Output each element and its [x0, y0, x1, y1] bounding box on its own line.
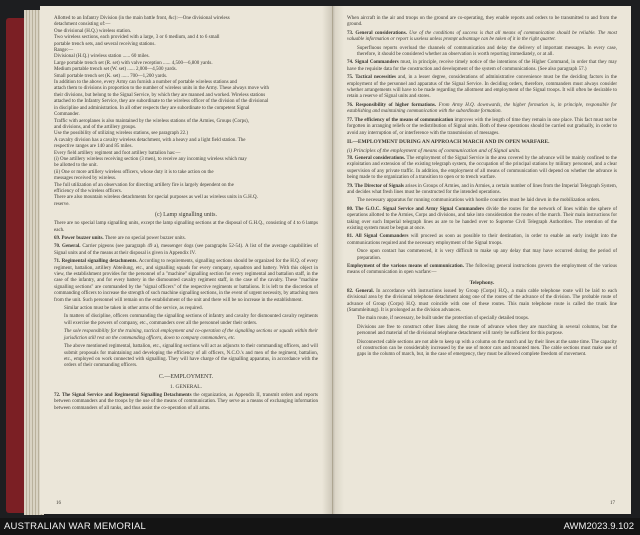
intro-line: Every field artillery regiment and foot artillery battalion has:— [54, 150, 181, 156]
paragraph: When aircraft in the air and troops on the ground are co-operating, they enable reports and orders to be transmitted to and from the ground. [347, 16, 617, 28]
intro-line: portable trench sets, and several receiving stations. [54, 41, 156, 47]
paragraph: The necessary apparatus for running communications with hostile countries must be laid down in the mobilization orders. [357, 198, 601, 204]
paragraph: Superfluous reports overload the channels of communication and delay the delivery of important messages. In every case, therefore, it should be considered whether an observation is worth reporting immediately, or at all. [357, 45, 617, 58]
intro-line: Use the possibility of utilizing wireless stations, see paragraph 22.) [54, 131, 189, 137]
paragraph-employment: Employment of the various means of communication. The following general instructions govern the employment of the various means of communication in open warfare:— [347, 264, 617, 276]
intro-line: A cavalry division has a cavalry wireless detachment, with a heavy and a light field station. The [54, 137, 246, 143]
paragraph: Divisions are free to construct other lines along the route of advance when they are marching in several columns, but the personnel and material of the divisional telephone detachment will rarely be sufficient for this purpose. [357, 324, 617, 337]
intro-line: Small portable trench set (K. set) ...... 700—1,200 yards. [54, 73, 168, 79]
intro-line: messages received by wireless. [54, 176, 117, 182]
paragraph-70: 70. General. Carrier pigeons (see paragraph 49 a), messenger dogs (see paragraphs 52-54). A list of the average capabilities of Signal units and of the means at their disposal is given in Appendix IV. [54, 244, 319, 256]
caption-bar [0, 518, 640, 535]
paragraph-76: 76. Responsibility of higher formations. From Army H.Q. downwards, the higher formation is, in principle, responsible for establishing and maintaining communication with the subordinate formation. [347, 102, 617, 115]
paragraph: Similar action must be taken in other arms of the service, as required. [64, 306, 203, 312]
intro-line: One divisional (H.Q.) wireless station. [54, 28, 132, 34]
paragraph-81: 81. All Signal Commanders will proceed as soon as possible to their destination, in order to enable an early insight into the communications required and the necessary employment of the Signal troops. [347, 234, 617, 246]
intro-line: The full utilization of an observation for directing artillery fire is largely dependent on the [54, 182, 234, 188]
paragraph-82: 82. General. In accordance with instructions issued by Group (Corps) H.Q., a main cable telephone route will be laid to each divisional area by the divisional telephone detachment along one of the routes of the advance of the division. The probable route of advance of Group (Corps) H.Q. must coincide with one of these routes. This main telephone route is called the trunk line (Stammleitung). It is prolonged as the division advances. [347, 288, 617, 314]
paragraph: Disconnected cable sections are not able to keep up with a column on the march and lay their lines at the same time. The capacity of construction can be considerably increased by the use of motor cars and mounted men. The cable sections must make use of gaps in the column of march, but, in the case of emergency, they must be allowed complete freedom of movement. [357, 339, 617, 358]
heading-lamp-signalling: (c) Lamp signalling units. [155, 212, 217, 219]
intro-line: their divisions, but belong to the Signal Service, by which they are manned and worked. Wireless stations [54, 92, 266, 98]
paragraph: The above mentioned regimental, battalion, etc., signalling sections will act as adjuncts to their commanding officers, and will submit proposals for maintaining and developing the efficiency of all officers, N.C.O.'s and men of the regiment, battalion, etc., employed on work connected with signalling. They will have charge of the signalling apparatus, in accordance with the orders of their commanding officers. [64, 344, 318, 369]
page-number-right: 17 [610, 501, 615, 506]
intro-line: Medium portable trench set (W. set) ...... 2,000—4,500 yards. [54, 67, 177, 73]
intro-line: detachment consisting of:— [54, 22, 111, 28]
intro-line: Range:— [54, 48, 74, 54]
intro-line: (ii) One or more artillery wireless officers, whose duty it is to take action on the [54, 169, 214, 175]
heading-general: 1. GENERAL. [170, 383, 202, 390]
subheading-principles: (i) Principles of the employment of means of communication and of Signal units. [347, 147, 521, 154]
paragraph: The sole responsibility for the training, tactical employment and co-operation of the signalling sections or squads within their jurisdiction still rest on the commanding officers, down to company commanders, etc. [64, 329, 318, 341]
heading-telephony: Telephony. [469, 279, 495, 286]
paragraph: There are no special lamp signalling units, except the lamp signalling sections at the disposal of G.H.Q., consisting of 4 to 6 lamps each. [54, 221, 318, 233]
paragraph: The main route, if necessary, be built under the protection of specially detailed troops. [357, 316, 530, 322]
left-page-text [54, 16, 318, 496]
left-page [40, 6, 333, 514]
intro-line: reserve. [54, 201, 70, 207]
intro-line: Two wireless sections, each provided with a large, 3 or 6 medium, and 4 to 6 small [54, 35, 220, 41]
paragraph-71: 71. Regimental signalling detachments. According to requirements, signalling sections should be organized for the H.Q. of every regiment, battalion, artillery Abteilung, etc., and signalling squads for every company, squadron and battery. With this object in view, the establishment provides for the personnel of a "machine" signalling section for every regimental and battalion staff, in the case of the infantry, and for every battery in the dismounted cavalry regiment staff, in the case of the cavalry. These "machine signalling sections" are commanded by the "signal officers" of the respective regiments or battalions. It is left to the discretion of commanding officers to increase the strength of such machine signalling sections, in the event of urgent necessity, by attaching men from the unit. Such personnel will remain on the establishment of the unit and there will be no increase in the establishment. [54, 259, 318, 303]
intro-line: Divisional (H.Q.) wireless station ...... 60 miles. [54, 54, 150, 60]
paragraph-78: 78. General considerations. The employment of the Signal Service in the area covered by the advance will be mainly confined to the exploitation and extension of the existing telegraph system, the occupation of the principal stations by military personnel, and a clear supervision of any private traffic. In addition, the employment of all means of communication will depend on whether the advance is being made to the organization of a transition to open or to trench warfare. [347, 155, 617, 181]
intro-line: Traffic with aeroplanes is also maintained by the wireless stations of the Armies, Groups (Corps), [54, 118, 249, 124]
intro-line: In addition to the above, every Army can furnish a number of portable wireless stations and [54, 80, 238, 86]
intro-line: attach them to divisions in proportion to the number of wireless units in the Army. These always move with [54, 86, 269, 92]
paragraph: In matters of discipline, officers commanding the signalling sections of infantry and cavalry for dismounted cavalry regiments will exercise the powers of company, etc., commanders over all the personnel under their orders. [64, 314, 318, 326]
intro-line: Large portable trench set (R. set) with valve reception ...... 4,500—6,800 yards. [54, 60, 213, 66]
paragraph-69: 69. Power buzzer units. There are no special power buzzer units. [54, 236, 186, 241]
paragraph-75: 75. Tactical necessities and, in a lesser degree, considerations of administrative convenience must be the deciding factors in the employment of the personnel and apparatus of the Signal Service. In deciding orders, therefore, commanders must always consider whether arrangements will have to be made regarding the allotment and employment of the Signal troops. It will often be desirable to retain a reserve of Signal units and stores. [347, 75, 618, 100]
paragraph-72: 72. The Signal Service and Regimental Signalling Detachments the organization, as Appendix II, transmit orders and reports between commanders and the troops by the use of the means of communication. They serve as a means of exchanging information between commanders of all ranks, and thus assist the co-operation of all arms. [54, 392, 318, 411]
accession-number: AWM2023.9.102 [563, 521, 634, 532]
paragraph: Once upon contact has commenced, it is very difficult to make up any delay that may have occurred during the period of preparation. [357, 249, 617, 261]
paragraph-80: 80. The G.O.C. Signal Service and Army Signal Commanders divide the routes for the network of lines within the sphere of operations allotted to the Armies, Corps and divisions, and take into consideration the routes of the march. Their main instructions for taking over such Imperial telegraph lines as are to be handed over to Supreme Civil Telegraph Authorities. The retention of the existing system must be begun at once. [347, 206, 618, 231]
intro-line: respective ranges are 140 and 85 miles. [54, 144, 133, 150]
intro-line: in discipline and administration. In all other respects they are subordinate to the competent Signal [54, 105, 250, 111]
intro-line: attached to the Infantry Service, they are subordinate to the wireless officer of the division of the divisional [54, 99, 269, 105]
heading-employment: C.—EMPLOYMENT. [158, 373, 214, 380]
intro-line: There are also mountain wireless detachments for special purposes as well as wireless units in G.H.Q. [54, 195, 258, 201]
intro-line: efficiency of the wireless officers. [54, 188, 122, 194]
paragraph-79: 79. The Director of Signals arises in Groups of Armies, and in Armies, a certain number of lines from the Imperial Telegraph System, and decides what fresh lines must be constructed for the intended operations. [347, 183, 618, 195]
intro-line: be allotted to the unit. [54, 163, 98, 169]
intro-line: and divisions, and of the artillery groups. [54, 124, 137, 130]
paragraph-74: 74. Signal Commanders must, in principle, receive timely notice of the intentions of the Higher Command, in order that they may have the requisite data for the construction and development of the system of communications. (See also paragraph 57.) [347, 60, 617, 72]
intro-block [54, 16, 318, 208]
intro-line: Commander. [54, 112, 80, 118]
intro-line: (i) One artillery wireless receiving section (3 men), to receive any incoming wireless which may [54, 156, 247, 162]
paragraph-77: 77. The efficiency of the means of communication improves with the length of time they remain in one place. This fact must not be forgotten in arranging reliefs or the redistribution of Signal units. Both of these operations should be carried out gradually, in order to avoid any interruption of, or interference with the transmission of messages. [347, 117, 618, 136]
intro-line: Allotted to an Infantry Division (in the main battle front, &c):—One divisional wireless [54, 16, 230, 21]
right-page-text [347, 16, 617, 496]
right-page [333, 6, 631, 514]
institution-label: AUSTRALIAN WAR MEMORIAL [4, 521, 147, 532]
heading-section-ii: II.—EMPLOYMENT DURING AN APPROACH MARCH AND IN OPEN WARFARE. [347, 138, 550, 145]
page-number-left: 16 [56, 501, 61, 506]
paragraph-73: 73. General considerations. Use of the conditions of success is that all means of communication should be reliable. The most valuable information or report is useless unless prompt advantage can be taken of it in the right quarter. [347, 30, 617, 43]
